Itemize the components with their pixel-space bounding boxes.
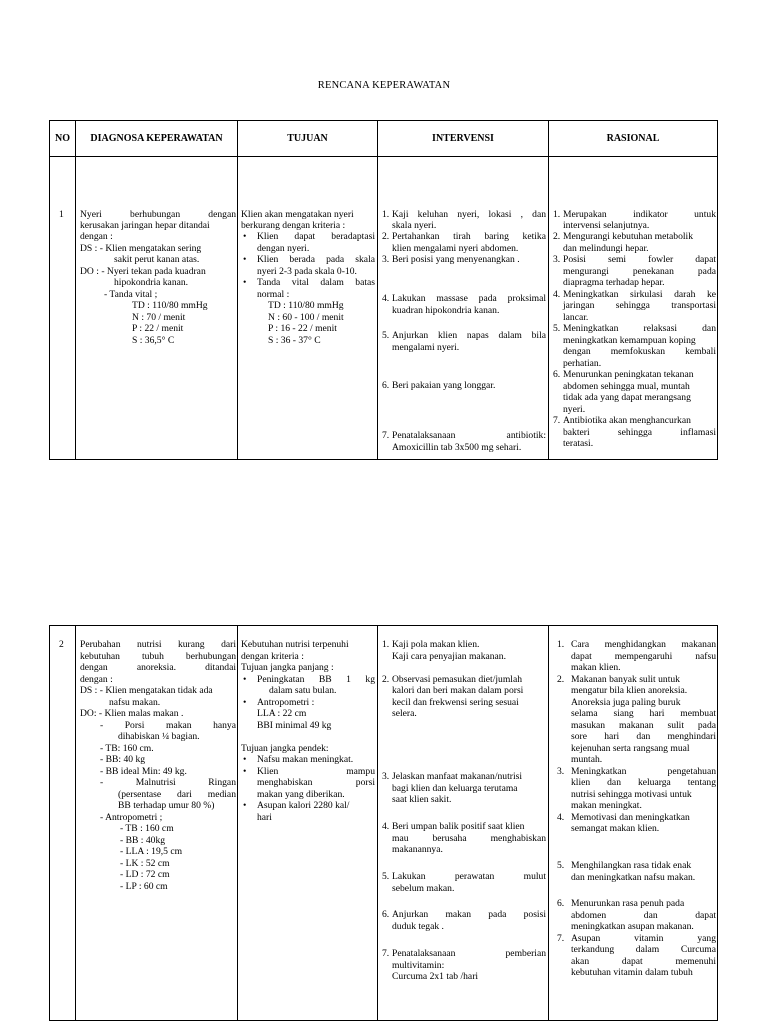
list-number: 6. [557, 898, 565, 909]
list-number: 1. [382, 639, 390, 650]
diagnosa-line: TD : 110/80 mmHg [132, 300, 208, 311]
intervensi-line: Curcuma 2x1 tab /hari [392, 971, 479, 982]
intervensi-line: Penatalaksanaan antibiotik: [392, 430, 546, 441]
intervensi-line: multivitamin: [392, 960, 445, 971]
rasional-line: Meningkatkan pengetahuan [571, 766, 716, 777]
diagnosa-line: dengan : [80, 231, 113, 242]
intervensi-line: mengalami nyeri. [392, 342, 460, 353]
row2-no-cell [50, 626, 76, 1021]
tujuan-line: Asupan kalori 2280 kal/ [257, 800, 350, 811]
intervensi-line: kalori dan beri makan dalam porsi [392, 685, 524, 696]
tujuan-line: TD : 110/80 mmHg [268, 300, 344, 311]
intervensi-line: Lakukan perawatan mulut [392, 871, 546, 882]
tujuan-line: BBI minimal 49 kg [257, 720, 332, 731]
intervensi-line: sebelum makan. [392, 883, 455, 894]
page-title: RENCANA KEPERAWATAN [317, 80, 451, 91]
diagnosa-line: DO: - Klien malas makan . [80, 708, 184, 719]
rasional-line: selama siang hari membuat [571, 708, 716, 719]
list-number: 4. [382, 821, 390, 832]
rasional-line: dan meningkatkan nafsu makan. [571, 872, 696, 883]
rasional-line: Menurunkan peningkatan tekanan [563, 369, 694, 380]
tujuan-line: Klien berada pada skala [257, 254, 375, 265]
bullet-icon: • [243, 766, 247, 777]
rasional-line: mengurangi penekanan pada [563, 266, 716, 277]
diagnosa-line: S : 36,5° C [132, 335, 175, 346]
rasional-line: Meningkatkan sirkulasi darah ke [563, 289, 716, 300]
diagnosa-line: kebutuhan tubuh berhubungan [80, 651, 236, 662]
tujuan-line: Tanda vital dalam batas [257, 277, 375, 288]
intervensi-line: Kaji cara penyajian makanan. [392, 651, 507, 662]
row1-diagnosa-cell [76, 157, 238, 460]
rasional-line: Asupan vitamin yang [571, 933, 716, 944]
rasional-line: abdomen sehingga mual, muntah [563, 381, 690, 392]
rasional-line: teratasi. [563, 438, 594, 449]
tujuan-line: normal : [257, 289, 290, 300]
list-number: 1. [557, 639, 565, 650]
intervensi-line: kuadran hipokondria kanan. [392, 305, 500, 316]
list-number: 4. [382, 293, 390, 304]
intervensi-line: Penatalaksanaan pemberian [392, 948, 546, 959]
intervensi-line: mau berusaha menghabiskan [392, 833, 546, 844]
rasional-line: tidak ada yang dapat merangsang [563, 392, 691, 403]
header-no: NO [50, 121, 76, 157]
list-number: 7. [557, 933, 565, 944]
diagnosa-line: - LK : 52 cm [120, 858, 170, 869]
tujuan-line: Nafsu makan meningkat. [257, 754, 354, 765]
header-rasional: RASIONAL [549, 121, 718, 157]
rasional-line: Meningkatkan relaksasi dan [563, 323, 716, 334]
diagnosa-line: dengan anoreksia. ditandai [80, 662, 236, 673]
intervensi-line: saat klien sakit. [392, 794, 452, 805]
rasional-line: Antibiotika akan menghancurkan [563, 415, 691, 426]
rasional-line: lancar. [563, 312, 589, 323]
list-number: 2. [382, 674, 390, 685]
rasional-line: sore hari dan menghindari [571, 731, 716, 742]
list-number: 2. [557, 674, 565, 685]
diagnosa-line: - LD : 72 cm [120, 869, 170, 880]
list-number: 3. [557, 766, 565, 777]
row-number: 1 [59, 209, 64, 220]
rasional-line: bakteri sehingga inflamasi [563, 427, 716, 438]
intervensi-line: Beri pakaian yang longgar. [392, 380, 496, 391]
diagnosa-line: - Tanda vital ; [104, 289, 158, 300]
tujuan-line: Antropometri : [257, 697, 315, 708]
intervensi-line: Kaji pola makan klien. [392, 639, 480, 650]
list-number: 2. [382, 231, 390, 242]
rasional-line: Menurunkan rasa penuh pada [571, 898, 685, 909]
diagnosa-line: - Malnutrisi Ringan [100, 777, 236, 788]
bullet-icon: • [243, 754, 247, 765]
diagnosa-line: - BB: 40 kg [100, 754, 146, 765]
list-number: 6. [553, 369, 561, 380]
diagnosa-line: - LP : 60 cm [120, 881, 168, 892]
tujuan-line: Klien akan mengatakan nyeri [241, 209, 354, 220]
intervensi-line: klien mengalami nyeri abdomen. [392, 243, 519, 254]
list-number: 2. [553, 231, 561, 242]
header-row [50, 121, 718, 157]
list-number: 3. [553, 254, 561, 265]
rasional-line: nutrisi sehingga motivasi untuk [571, 789, 692, 800]
tujuan-line: hari [257, 812, 272, 823]
bullet-icon: • [243, 254, 247, 265]
rasional-line: Cara menghidangkan makanan [571, 639, 716, 650]
rasional-line: meningkatkan asupan makanan. [571, 921, 694, 932]
diagnosa-line: Nyeri berhubungan dengan [80, 209, 236, 220]
intervensi-line: Observasi pemasukan diet/jumlah [392, 674, 523, 685]
tujuan-line: dengan kriteria : [241, 651, 304, 662]
list-number: 7. [382, 948, 390, 959]
diagnosa-line: N : 70 / menit [132, 312, 186, 323]
list-number: 3. [382, 771, 390, 782]
rasional-line: Makanan banyak sulit untuk [571, 674, 680, 685]
row2-diagnosa-cell [76, 626, 238, 1021]
care-plan-table-1 [49, 120, 718, 460]
rasional-line: akan dapat memenuhi [571, 956, 716, 967]
intervensi-line: Anjurkan klien napas dalam bila [392, 330, 546, 341]
intervensi-line: makanannya. [392, 844, 443, 855]
tujuan-line: berkurang dengan kriteria : [241, 220, 346, 231]
rasional-line: Menghilangkan rasa tidak enak [571, 860, 692, 871]
rasional-line: abdomen dan dapat [571, 910, 716, 921]
diagnosa-line: - BB : 40kg [120, 835, 166, 846]
row2-tujuan-cell [238, 626, 378, 1021]
intervensi-line: Beri posisi yang menyenangkan . [392, 254, 520, 265]
tujuan-line: LLA : 22 cm [257, 708, 307, 719]
intervensi-line: duduk tegak . [392, 921, 444, 932]
tujuan-line: makan yang diberikan. [257, 789, 345, 800]
rasional-line: semangat makan klien. [571, 823, 660, 834]
intervensi-line: bagi klien dan keluarga terutama [392, 783, 518, 794]
table-row [50, 157, 718, 460]
intervensi-line: kecil dan frekwensi sering sesuai [392, 697, 519, 708]
row1-intervensi-cell [378, 157, 549, 460]
row1-no-cell [50, 157, 76, 460]
bullet-icon: • [243, 800, 247, 811]
diagnosa-line: nafsu makan. [109, 697, 161, 708]
row-number: 2 [59, 639, 64, 650]
care-plan-table-2 [49, 625, 718, 1021]
intervensi-line: Lakukan massase pada proksimal [392, 293, 546, 304]
row1-tujuan-cell [238, 157, 378, 460]
intervensi-line: Jelaskan manfaat makanan/nutrisi [392, 771, 523, 782]
tujuan-line: Peningkatan BB 1 kg [257, 674, 375, 685]
rasional-line: muntah. [571, 754, 603, 765]
diagnosa-line: DS : - Klien mengatakan tidak ada [80, 685, 213, 696]
rasional-line: Anoreksia juga paling buruk [571, 697, 681, 708]
tujuan-line: Tujuan jangka pendek: [241, 743, 329, 754]
diagnosa-line: hipokondria kanan. [114, 277, 189, 288]
diagnosa-line: (persentase dari median [118, 789, 236, 800]
rasional-line: meningkatkan kemampuan koping [563, 335, 696, 346]
tujuan-line: dengan nyeri. [257, 243, 310, 254]
bullet-icon: • [243, 277, 247, 288]
intervensi-line: Beri umpan balik positif saat klien [392, 821, 525, 832]
diagnosa-line: sakit perut kanan atas. [114, 254, 200, 265]
diagnosa-line: dihabiskan ¼ bagian. [118, 731, 200, 742]
rasional-line: nyeri. [563, 404, 586, 415]
rasional-line: Merupakan indikator untuk [563, 209, 716, 220]
diagnosa-line: DO : - Nyeri tekan pada kuadran [80, 266, 206, 277]
list-number: 6. [382, 380, 390, 391]
tujuan-line: P : 16 - 22 / menit [268, 323, 337, 334]
diagnosa-line: - TB : 160 cm [120, 823, 174, 834]
list-number: 5. [382, 330, 390, 341]
rasional-line: kejenuhan serta rangsang mual [571, 743, 690, 754]
row2-intervensi-cell [378, 626, 549, 1021]
list-number: 5. [553, 323, 561, 334]
rasional-line: perhatian. [563, 358, 602, 369]
intervensi-line: selera. [392, 708, 417, 719]
list-number: 7. [382, 430, 390, 441]
row1-rasional-cell [549, 157, 718, 460]
intervensi-line: Amoxicillin tab 3x500 mg sehari. [392, 442, 522, 453]
rasional-line: diapragma terhadap hepar. [563, 277, 665, 288]
rasional-line: Posisi semi fowler dapat [563, 254, 716, 265]
rasional-line: dan melindungi hepar. [563, 243, 649, 254]
list-number: 5. [382, 871, 390, 882]
rasional-line: masukan makanan sulit pada [571, 720, 716, 731]
header-intervensi: INTERVENSI [378, 121, 549, 157]
list-number: 4. [553, 289, 561, 300]
diagnosa-line: - LLA : 19,5 cm [120, 846, 183, 857]
rasional-line: makan klien. [571, 662, 621, 673]
list-number: 3. [382, 254, 390, 265]
table-row [50, 626, 718, 1021]
list-number: 4. [557, 812, 565, 823]
rasional-line: klien dan keluarga tentang [571, 777, 716, 788]
rasional-line: mengatur bila klien anoreksia. [571, 685, 688, 696]
list-number: 1. [382, 209, 390, 220]
diagnosa-line: - Antropometri ; [100, 812, 163, 823]
tujuan-line: nyeri 2-3 pada skala 0-10. [257, 266, 357, 277]
tujuan-line: N : 60 - 100 / menit [268, 312, 344, 323]
tujuan-line: Klien dapat beradaptasi [257, 231, 375, 242]
tujuan-line: menghabiskan porsi [257, 777, 375, 788]
diagnosa-line: dengan : [80, 674, 113, 685]
rasional-line: dapat mempengaruhi nafsu [571, 651, 716, 662]
diagnosa-line: kerusakan jaringan hepar ditandai [80, 220, 210, 231]
diagnosa-line: DS : - Klien mengatakan sering [80, 243, 202, 254]
intervensi-line: Kaji keluhan nyeri, lokasi , dan [392, 209, 546, 220]
rasional-line: dengan memfokuskan kembali [563, 346, 716, 357]
rasional-line: terkandung dalam Curcuma [571, 944, 716, 955]
tujuan-line: Tujuan jangka panjang : [241, 662, 334, 673]
diagnosa-line: - TB: 160 cm. [100, 743, 154, 754]
bullet-icon: • [243, 231, 247, 242]
header-diagnosa: DIAGNOSA KEPERAWATAN [76, 121, 238, 157]
list-number: 6. [382, 909, 390, 920]
list-number: 5. [557, 860, 565, 871]
diagnosa-line: P : 22 / menit [132, 323, 184, 334]
list-number: 7. [553, 415, 561, 426]
rasional-line: jaringan sehingga transportasi [563, 300, 716, 311]
rasional-line: kebutuhan vitamin dalam tubuh [571, 967, 693, 978]
bullet-icon: • [243, 674, 247, 685]
row2-rasional-cell [549, 626, 718, 1021]
list-number: 1. [553, 209, 561, 220]
intervensi-line: Anjurkan makan pada posisi [392, 909, 546, 920]
tujuan-line: S : 36 - 37° C [268, 335, 321, 346]
rasional-line: Mengurangi kebutuhan metabolik [563, 231, 694, 242]
diagnosa-line: - Porsi makan hanya [100, 720, 236, 731]
diagnosa-line: BB terhadap umur 80 %) [118, 800, 215, 811]
tujuan-line: Klien mampu [257, 766, 375, 777]
bullet-icon: • [243, 697, 247, 708]
intervensi-line: skala nyeri. [392, 220, 437, 231]
rasional-line: intervensi selanjutnya. [563, 220, 650, 231]
intervensi-line: Pertahankan tirah baring ketika [392, 231, 546, 242]
diagnosa-line: - BB ideal Min: 49 kg. [100, 766, 187, 777]
rasional-line: makan meningkat. [571, 800, 642, 811]
rasional-line: Memotivasi dan meningkatkan [571, 812, 690, 823]
tujuan-line: Kebutuhan nutrisi terpenuhi [241, 639, 349, 650]
diagnosa-line: Perubahan nutrisi kurang dari [80, 639, 236, 650]
tujuan-line: dalam satu bulan. [269, 685, 337, 696]
header-tujuan: TUJUAN [238, 121, 378, 157]
